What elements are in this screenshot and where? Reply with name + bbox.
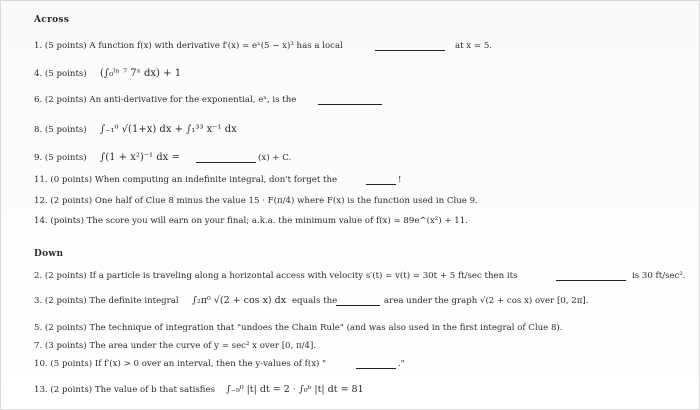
clue-3-after: area under the graph √(2 + cos x) over [0, 2π]. xyxy=(384,296,589,306)
clue-1-text: 1. (5 points) A function f(x) with derivative f′(x) = eˣ(5 − x)³ has a local xyxy=(34,41,343,51)
clue-14-text: 14. (points) The score you will earn on your final; a.k.a. the minimum value of f(x) = 89e^(x²) + 11. xyxy=(34,216,468,226)
clue-2-blank[interactable] xyxy=(556,270,626,281)
clue-2-text: 2. (2 points) If a particle is traveling along a horizontal access with velocity s′(t) = v(t) = 30t + 5 ft/sec then its xyxy=(34,271,518,281)
clue-13-text: 13. (2 points) The value of b that satisfies xyxy=(34,385,216,395)
down-heading: Down xyxy=(34,249,64,259)
clue-13-expression: ∫₋₉⁰ |t| dt = 2 · ∫₀ᵇ |t| dt = 81 xyxy=(226,384,364,395)
clue-10-text: 10. (5 points) If f′(x) > 0 over an interval, then the y-values of f(x) " xyxy=(34,359,327,369)
clue-9-blank[interactable] xyxy=(196,152,256,163)
clue-9-expression: ∫(1 + x²)⁻¹ dx = xyxy=(100,152,180,163)
clue-10-blank[interactable] xyxy=(356,358,396,369)
clue-6-blank[interactable] xyxy=(318,94,382,105)
clue-3-expression: ∫₂π⁰ √(2 + cos x) dx xyxy=(192,295,287,306)
clue-9-after: (x) + C. xyxy=(258,153,292,163)
clue-11-blank[interactable] xyxy=(366,174,396,185)
clue-4-text: 4. (5 points) xyxy=(34,69,87,79)
clue-3-mid: equals the xyxy=(292,296,338,306)
clue-5-text: 5. (2 points) The technique of integration that "undoes the Chain Rule" (and was also used in the first integral of Clue 8). xyxy=(34,323,563,333)
clue-2-after: is 30 ft/sec². xyxy=(632,271,686,281)
clue-11-text: 11. (0 points) When computing an indefinite integral, don't forget the xyxy=(34,175,338,185)
clue-8-expression: ∫₋₁⁰ √(1+x) dx + ∫₁³³ x⁻¹ dx xyxy=(100,124,237,135)
clue-11-after: ! xyxy=(398,175,402,185)
clue-10-after: ." xyxy=(398,359,405,369)
clue-1-blank[interactable] xyxy=(375,40,445,51)
across-heading: Across xyxy=(34,15,70,25)
clue-7-text: 7. (3 points) The area under the curve of y = sec² x over [0, π/4]. xyxy=(34,341,317,351)
clue-3-blank[interactable] xyxy=(336,295,380,306)
clue-1-after: at x = 5. xyxy=(455,41,493,51)
clue-8-text: 8. (5 points) xyxy=(34,125,87,135)
clue-6-text: 6. (2 points) An anti-derivative for the exponential, eˣ, is the xyxy=(34,95,297,105)
clue-12-text: 12. (2 points) One half of Clue 8 minus the value 15 · F(π/4) where F(x) is the function used in Clue 9. xyxy=(34,196,478,206)
clue-4-expression: (∫₀ˡⁿ ⁷ 7ˣ dx) + 1 xyxy=(100,68,182,79)
clue-3-text: 3. (2 points) The definite integral xyxy=(34,296,179,306)
clue-9-text: 9. (5 points) xyxy=(34,153,87,163)
